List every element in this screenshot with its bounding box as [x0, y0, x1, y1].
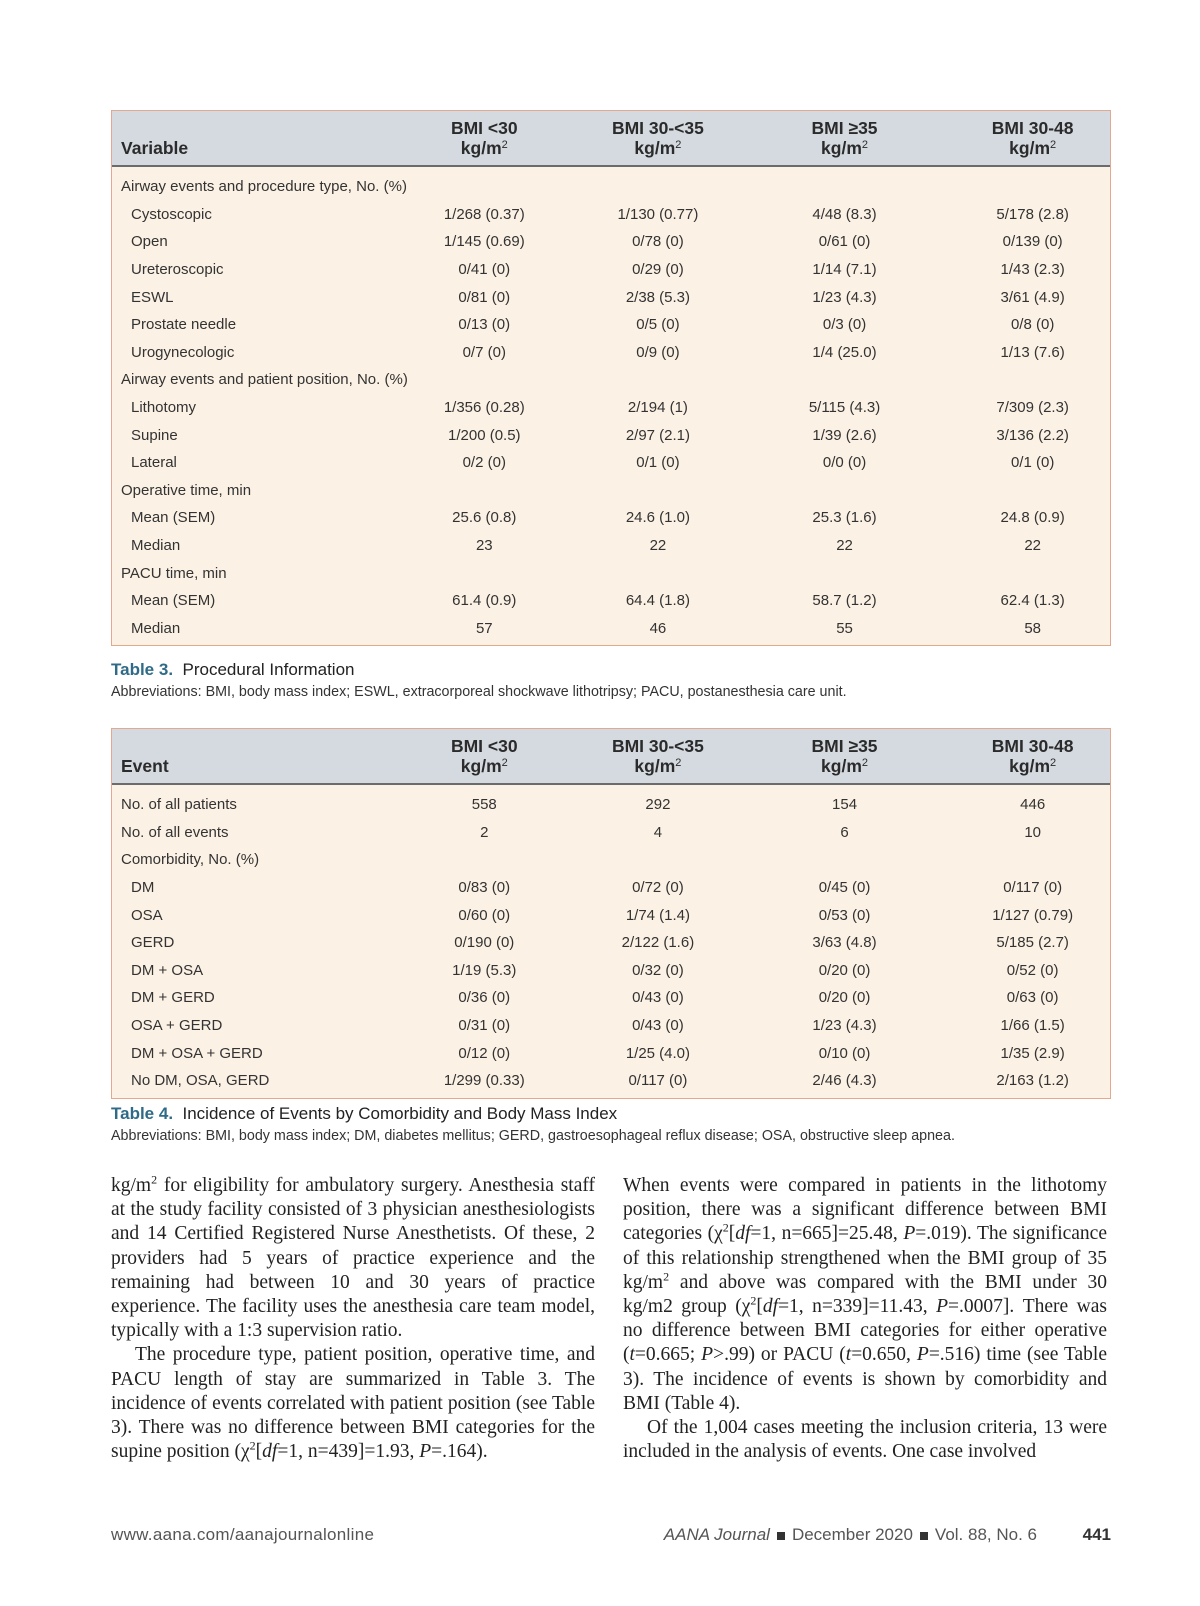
table-cell: 0/32 (0) — [632, 961, 684, 979]
row-label: Mean (SEM) — [131, 509, 216, 527]
table-cell: 25.3 (1.6) — [812, 509, 877, 527]
column-header: Event — [121, 756, 169, 776]
table-cell: 1/74 (1.4) — [625, 906, 691, 924]
table-row — [112, 283, 1110, 311]
table-cell: 0/81 (0) — [458, 288, 511, 306]
row-label: GERD — [131, 934, 175, 952]
table-row — [112, 819, 1110, 847]
column-header: BMI 30-48 $kg/m^2$ — [991, 736, 1074, 776]
row-label: DM — [131, 879, 155, 897]
table-row — [112, 532, 1110, 560]
caption-title: Procedural Information — [182, 660, 355, 679]
table-row — [112, 984, 1110, 1012]
table-cell: 0/13 (0) — [458, 316, 511, 334]
table-4-header — [112, 729, 1110, 785]
row-label: Open — [131, 233, 168, 251]
table-4-caption — [111, 1104, 1111, 1144]
row-label: Cystoscopic — [131, 205, 212, 223]
table-cell: 2/163 (1.2) — [996, 1072, 1069, 1090]
table-cell: 22 — [836, 537, 853, 555]
table-cell: 0/117 (0) — [1003, 879, 1063, 897]
table-cell: 2/97 (2.1) — [625, 426, 691, 444]
table-row — [112, 957, 1110, 985]
table-cell: 0/29 (0) — [632, 261, 684, 279]
table-cell: 0/43 (0) — [632, 1017, 684, 1035]
table-cell: 62.4 (1.3) — [1000, 592, 1065, 610]
table-cell: 1/23 (4.3) — [812, 1017, 877, 1035]
table-cell: 61.4 (0.9) — [452, 592, 517, 610]
table-cell: 25.6 (0.8) — [452, 509, 517, 527]
table-cell: 5/115 (4.3) — [808, 399, 881, 417]
body-column-right — [623, 1174, 1107, 1464]
table-row — [112, 201, 1110, 229]
table-row — [112, 311, 1110, 339]
table-cell: 1/23 (4.3) — [812, 288, 877, 306]
table-cell: 0/3 (0) — [822, 316, 867, 334]
table-4 — [111, 728, 1111, 1099]
table-row — [112, 421, 1110, 449]
table-cell: 4/48 (8.3) — [812, 205, 877, 223]
table-cell: 22 — [649, 537, 667, 555]
table-cell: 58 — [1024, 619, 1041, 637]
table-cell: 1/19 (5.3) — [452, 961, 517, 979]
table-cell: 0/83 (0) — [458, 879, 511, 897]
row-label: Median — [131, 537, 181, 555]
table-group-row — [112, 366, 1110, 394]
column-header: BMI ≥35 $kg/m^2$ — [811, 118, 878, 158]
table-cell: 0/52 (0) — [1006, 961, 1059, 979]
table-cell: 10 — [1024, 823, 1041, 841]
table-cell: 1/130 (0.77) — [617, 205, 699, 223]
table-row — [112, 339, 1110, 367]
table-cell: 1/25 (4.0) — [625, 1044, 691, 1062]
column-header: BMI ≥35 $kg/m^2$ — [811, 736, 878, 776]
row-label: Urogynecologic — [131, 343, 235, 361]
journal-url: www.aana.com/aanajournalonline — [111, 1525, 375, 1544]
row-label: Supine — [131, 426, 178, 444]
table-row — [112, 504, 1110, 532]
table-row — [112, 874, 1110, 902]
paragraph: Of the 1,004 cases meeting the inclusion criteria, 13 were included in the analysis of events. One case involved — [623, 1417, 1107, 1463]
table-cell: 1/127 (0.79) — [992, 906, 1074, 924]
page-footer — [111, 1525, 1111, 1547]
row-label: Lithotomy — [131, 399, 197, 417]
table-cell: 64.4 (1.8) — [625, 592, 691, 610]
table-row — [112, 228, 1110, 256]
table-cell: 57 — [475, 619, 493, 637]
row-label: No. of all events — [121, 823, 229, 841]
column-header: Variable — [121, 138, 189, 158]
table-cell: 3/136 (2.2) — [996, 426, 1069, 444]
row-label: Operative time, min — [121, 481, 252, 499]
table-cell: 0/41 (0) — [458, 261, 511, 279]
row-label: No DM, OSA, GERD — [131, 1072, 270, 1090]
table-cell: 0/10 (0) — [818, 1044, 871, 1062]
table-cell: 0/63 (0) — [1006, 989, 1059, 1007]
table-cell: 0/1 (0) — [1010, 454, 1055, 472]
table-cell: 2 — [480, 823, 489, 841]
table-cell: 24.6 (1.0) — [625, 509, 691, 527]
table-cell: 1/14 (7.1) — [812, 261, 877, 279]
table-row — [112, 587, 1110, 615]
table-cell: 55 — [836, 619, 853, 637]
table-row — [112, 256, 1110, 284]
caption-abbreviations: Abbreviations: BMI, body mass index; ESWL, extracorporeal shockwave lithotripsy; PACU, postanesthesia care unit. — [111, 684, 847, 700]
table-cell: 0/20 (0) — [818, 961, 871, 979]
table-cell: 2/38 (5.3) — [625, 288, 691, 306]
row-label: Airway events and patient position, No. (%) — [121, 371, 408, 389]
table-cell: 7/309 (2.3) — [996, 399, 1069, 417]
table-cell: 6 — [840, 823, 849, 841]
table-cell: 1/13 (7.6) — [1000, 343, 1065, 361]
table-cell: 0/12 (0) — [458, 1044, 511, 1062]
table-row — [112, 901, 1110, 929]
table-group-row — [112, 477, 1110, 505]
table-cell: 0/72 (0) — [632, 879, 684, 897]
row-label: Comorbidity, No. (%) — [121, 851, 260, 869]
table-cell: 1/299 (0.33) — [443, 1072, 525, 1090]
table-cell: 446 — [1020, 796, 1046, 814]
table-cell: 0/45 (0) — [818, 879, 871, 897]
table-cell: 0/7 (0) — [462, 343, 506, 361]
table-cell: 0/1 (0) — [636, 454, 680, 472]
table-cell: 2/46 (4.3) — [812, 1072, 877, 1090]
table-cell: 0/31 (0) — [458, 1017, 511, 1035]
paragraph: When events were compared in patients in the lithotomy position, there was a significant difference between BMI categories ($\chi^2[df=1$, n=665]=25.48, P=.019). The significance of this relationship strengthened when the BMI group of 35 $kg/m^2$ and above was compared with the BMI under 30 kg/m2 group ($\chi^2[df=1$, n=339]=11.43, P=.0007]. There was no difference between BMI categories for either operative (t=0.665; P>.99) or PACU (t=0.650, P=.516) time (see Table 3). The incidence of events is shown by comorbidity and BMI (Table 4). — [623, 1175, 1107, 1414]
table-cell: 0/61 (0) — [818, 233, 871, 251]
table-cell: 5/178 (2.8) — [996, 205, 1069, 223]
separator-square-icon — [920, 1532, 928, 1540]
body-column-left — [111, 1174, 595, 1464]
paragraph: $kg/m^2$ for eligibility for ambulatory surgery. Anesthesia staff at the study facility consisted of 3 physician anesthesiologists and 14 Certified Registered Nurse Anesthetists. Of these, 2 providers had 5 years of practice experience and the remaining had between 10 and 30 years of practice experience. The facility uses the anesthesia care team model, typically with a 1:3 supervision ratio. — [111, 1172, 595, 1342]
table-row — [112, 1067, 1110, 1095]
table-3-header — [112, 111, 1110, 167]
table-cell: 558 — [471, 796, 497, 814]
table-cell: 0/190 (0) — [454, 934, 515, 952]
table-cell: 46 — [649, 619, 667, 637]
table-row — [112, 449, 1110, 477]
column-header: BMI 30-<35 $kg/m^2$ — [611, 118, 704, 158]
table-4-body — [112, 785, 1110, 1098]
table-row — [112, 1012, 1110, 1040]
table-cell: 2/194 (1) — [627, 399, 688, 417]
table-cell: 0/78 (0) — [632, 233, 684, 251]
row-label: OSA — [131, 906, 163, 924]
table-cell: 1/4 (25.0) — [812, 343, 877, 361]
table-cell: 1/356 (0.28) — [443, 399, 525, 417]
page-number: 441 — [1082, 1525, 1111, 1544]
row-label: Mean (SEM) — [131, 592, 216, 610]
column-header: BMI <30 $kg/m^2$ — [450, 736, 518, 776]
table-cell: 1/43 (2.3) — [1000, 261, 1065, 279]
table-cell: 0/8 (0) — [1010, 316, 1055, 334]
table-cell: 0/139 (0) — [1002, 233, 1063, 251]
table-cell: 1/66 (1.5) — [1000, 1017, 1065, 1035]
table-group-row — [112, 846, 1110, 874]
table-cell: 1/200 (0.5) — [448, 426, 521, 444]
row-label: PACU time, min — [121, 564, 227, 582]
row-label: DM + OSA — [131, 961, 204, 979]
table-cell: 3/61 (4.9) — [1000, 288, 1065, 306]
table-cell: 1/35 (2.9) — [1000, 1044, 1065, 1062]
separator-square-icon — [777, 1532, 785, 1540]
table-cell: 0/117 (0) — [628, 1072, 688, 1090]
row-label: OSA + GERD — [131, 1017, 223, 1035]
table-group-row — [112, 559, 1110, 587]
journal-info: AANA Journal December 2020 Vol. 88, No. 6 — [663, 1525, 1037, 1544]
table-cell: 0/9 (0) — [636, 343, 680, 361]
table-cell: 2/122 (1.6) — [621, 934, 695, 952]
table-cell: 0/60 (0) — [458, 906, 511, 924]
table-cell: 5/185 (2.7) — [996, 934, 1069, 952]
row-label: Airway events and procedure type, No. (%) — [121, 178, 407, 196]
table-cell: 0/2 (0) — [462, 454, 506, 472]
table-cell: 3/63 (4.8) — [812, 934, 877, 952]
column-header: BMI 30-48 $kg/m^2$ — [991, 118, 1074, 158]
column-header: BMI 30-<35 $kg/m^2$ — [611, 736, 704, 776]
table-group-row — [112, 173, 1110, 201]
table-row — [112, 929, 1110, 957]
row-label: No. of all patients — [121, 796, 237, 814]
table-cell: 4 — [653, 823, 663, 841]
row-label: DM + GERD — [131, 989, 215, 1007]
caption-abbreviations: Abbreviations: BMI, body mass index; DM, diabetes mellitus; GERD, gastroesophageal reflux disease; OSA, obstructive sleep apnea. — [111, 1128, 955, 1144]
table-cell: 1/268 (0.37) — [443, 205, 525, 223]
table-cell: 292 — [645, 796, 671, 814]
table-row — [112, 1039, 1110, 1067]
table-cell: 0/36 (0) — [458, 989, 511, 1007]
table-cell: 0/20 (0) — [818, 989, 871, 1007]
row-label: Prostate needle — [131, 316, 237, 334]
table-cell: 58.7 (1.2) — [812, 592, 877, 610]
table-3-caption — [111, 660, 1111, 700]
row-label: ESWL — [131, 288, 174, 306]
row-label: Median — [131, 619, 181, 637]
table-3 — [111, 110, 1111, 646]
row-label: Lateral — [131, 454, 177, 472]
table-row — [112, 615, 1110, 643]
caption-title: Incidence of Events by Comorbidity and Body Mass Index — [182, 1104, 618, 1123]
table-cell: 0/43 (0) — [632, 989, 684, 1007]
table-row — [112, 791, 1110, 819]
table-row — [112, 394, 1110, 422]
table-cell: 23 — [475, 537, 493, 555]
table-cell: 22 — [1024, 537, 1041, 555]
table-cell: 0/53 (0) — [818, 906, 871, 924]
table-cell: 0/5 (0) — [636, 316, 680, 334]
table-cell: 154 — [832, 796, 858, 814]
table-cell: 1/39 (2.6) — [812, 426, 877, 444]
caption-number: Table 4. — [111, 1104, 174, 1123]
column-header: BMI <30 $kg/m^2$ — [450, 118, 518, 158]
row-label: Ureteroscopic — [131, 261, 224, 279]
table-3-body — [112, 167, 1110, 645]
table-cell: 24.8 (0.9) — [1000, 509, 1065, 527]
table-cell: 1/145 (0.69) — [443, 233, 525, 251]
row-label: DM + OSA + GERD — [131, 1044, 263, 1062]
caption-number: Table 3. — [111, 660, 174, 679]
table-cell: 0/0 (0) — [822, 454, 867, 472]
paragraph: The procedure type, patient position, operative time, and PACU length of stay are summarized in Table 3. The incidence of events correlated with patient position (see Table 3). There was no difference between BMI categories for the supine position ($\chi^2[df=1$, n=439]=1.93, P=.164). — [111, 1344, 595, 1463]
